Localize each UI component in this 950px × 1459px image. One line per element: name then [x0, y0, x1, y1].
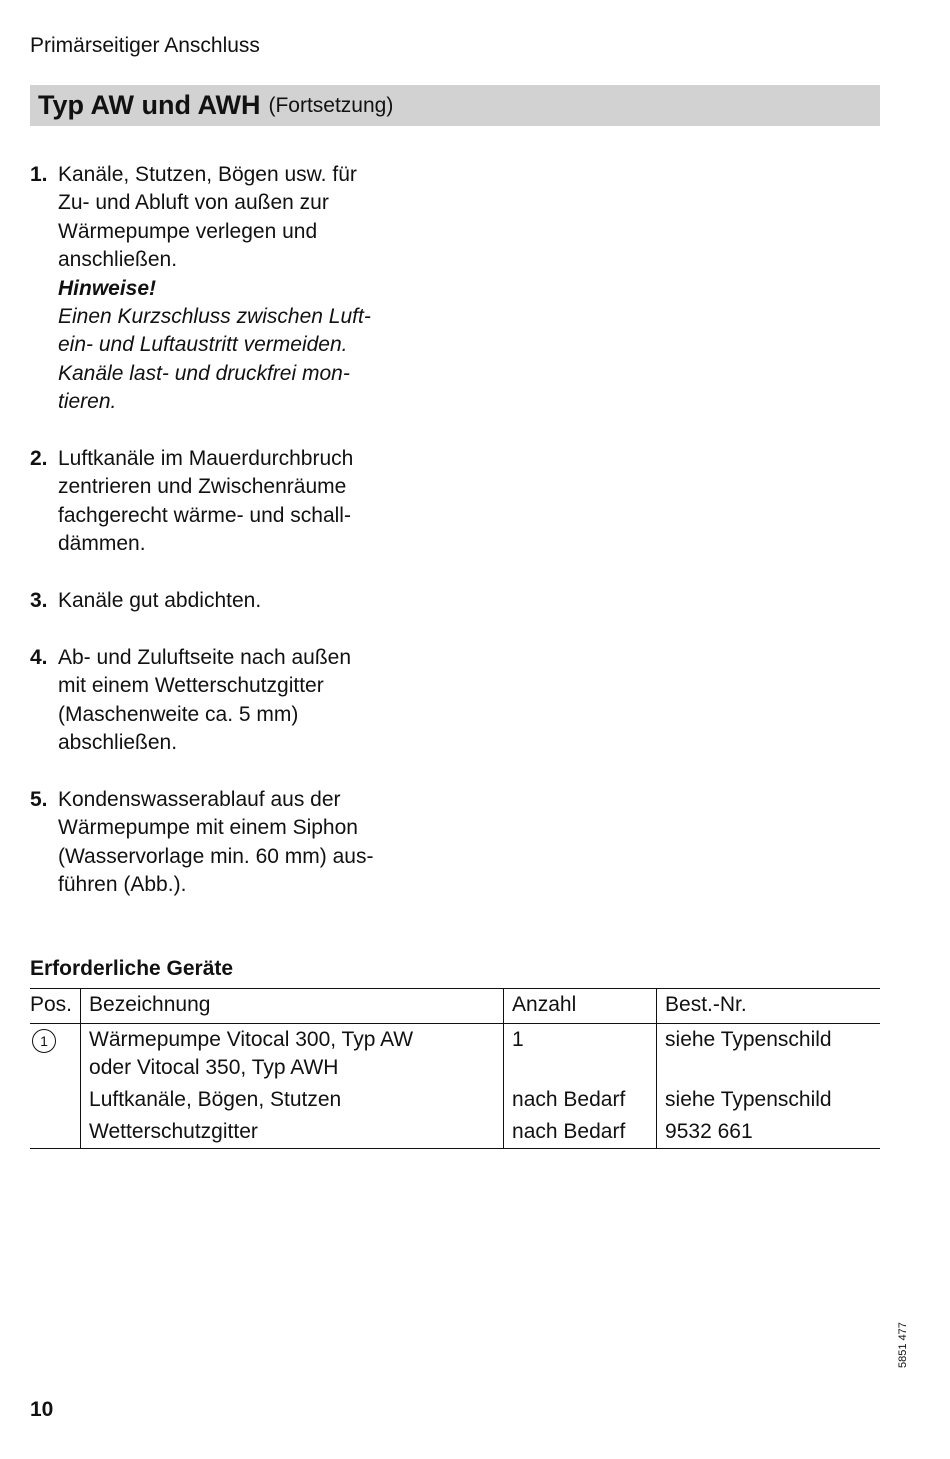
step-text-line: (Maschenweite ca. 5 mm) [58, 702, 299, 726]
hint-text-line: Kanäle last- und druckfrei mon- [58, 361, 350, 385]
document-number: 5851 477 [897, 1322, 909, 1368]
step-text-line: Wärmepumpe mit einem Siphon [58, 816, 358, 840]
hint-heading: Hinweise! [58, 276, 157, 300]
step-number: 3. [30, 589, 48, 613]
name-cell: Wetterschutzgitter [81, 1116, 504, 1149]
step-text-line: anschließen. [58, 248, 178, 272]
step-4 [30, 644, 450, 758]
table-header-row [30, 989, 880, 1024]
pos-cell [30, 1116, 81, 1149]
section-label: Primärseitiger Anschluss [30, 34, 260, 57]
table-row [30, 1084, 880, 1116]
qty-cell: nach Bedarf [504, 1116, 657, 1149]
pos-cell [30, 1024, 81, 1085]
devices-heading: Erforderliche Geräte [30, 957, 234, 980]
step-number: 5. [30, 787, 48, 811]
table-row [30, 1024, 880, 1085]
devices-table [30, 988, 880, 1149]
step-text-line: dämmen. [58, 532, 146, 556]
step-text-line: zentrieren und Zwischenräume [58, 475, 347, 499]
step-text-line: Luftkanäle im Mauerdurchbruch [58, 447, 354, 471]
step-2 [30, 445, 450, 559]
step-number: 2. [30, 447, 48, 471]
column-header-pos: Pos. [30, 989, 81, 1024]
qty-cell: nach Bedarf [504, 1084, 657, 1116]
hint-text-line: tieren. [58, 390, 117, 414]
position-marker: 1 [32, 1029, 56, 1053]
hint-text-line: Einen Kurzschluss zwischen Luft- [58, 305, 371, 329]
step-text-line: Kanäle, Stutzen, Bögen usw. für [58, 163, 357, 186]
step-5 [30, 786, 450, 900]
step-text-line: Wärmepumpe verlegen und [58, 219, 318, 243]
step-number: 1. [30, 163, 48, 186]
page-title: Typ AW und AWH [38, 90, 261, 120]
name-cell: Luftkanäle, Bögen, Stutzen [81, 1084, 504, 1116]
name-line: Wärmepumpe Vitocal 300, Typ AW [89, 1028, 414, 1051]
page-number: 10 [30, 1398, 54, 1421]
qty-cell: 1 [504, 1024, 657, 1085]
order-no-cell: 9532 661 [657, 1116, 880, 1149]
step-text-line: mit einem Wetterschutzgitter [58, 674, 324, 698]
step-text-line: führen (Abb.). [58, 873, 187, 897]
step-text-line: Zu- und Abluft von außen zur [58, 191, 329, 215]
name-cell [81, 1024, 504, 1085]
column-header-name: Bezeichnung [81, 989, 504, 1024]
column-header-qty: Anzahl [504, 989, 657, 1024]
step-3 [30, 587, 450, 615]
order-no-cell: siehe Typenschild [657, 1084, 880, 1116]
table-row [30, 1116, 880, 1149]
name-line: oder Vitocal 350, Typ AWH [89, 1056, 339, 1079]
step-text-line: fachgerecht wärme- und schall- [58, 503, 351, 527]
page-title-suffix: (Fortsetzung) [268, 93, 394, 117]
order-no-cell: siehe Typenschild [657, 1024, 880, 1085]
instruction-steps [30, 161, 450, 928]
step-1 [30, 161, 450, 417]
pos-cell [30, 1084, 81, 1116]
title-bar [30, 85, 880, 126]
column-header-order-no: Best.-Nr. [657, 989, 880, 1024]
step-text-line: (Wasservorlage min. 60 mm) aus- [58, 844, 374, 868]
step-text-line: Kondenswasserablauf aus der [58, 787, 341, 811]
step-text-line: Kanäle gut abdichten. [58, 589, 262, 613]
hint-text-line: ein- und Luftaustritt vermeiden. [58, 333, 348, 357]
step-number: 4. [30, 645, 48, 669]
step-text-line: abschließen. [58, 731, 178, 755]
step-text-line: Ab- und Zuluftseite nach außen [58, 645, 352, 669]
